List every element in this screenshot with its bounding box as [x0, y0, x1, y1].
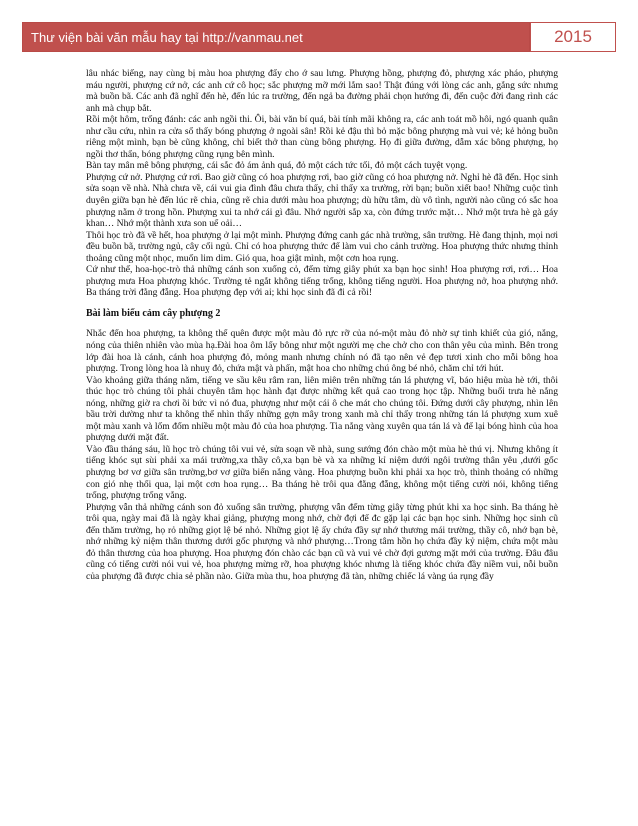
paragraph: Phượng cứ nở. Phượng cứ rơi. Bao giờ cũng có hoa phượng rơi, bao giờ cũng có hoa phượng nở. Nghỉ hè đã đến. Học sinh sửa soạn về nhà. Nhà chưa về, cái vui gia đình đâu chưa thấy, chỉ thấy xa trường, rời bạn; buồn xiết bao! Những cuộc tình duyên giữa bạn hè đến lúc rẽ chia, cũng rẽ chia dưới màu hoa phượng; dù hữu tâm, dù vô tình, người nào cũng có sắc hoa phượng nằm ở trong hồn. Phượng xui ta nhớ cái gì đâu. Nhớ người sắp xa, còn đứng trước mặt… Nhớ một trưa hè gà gáy khan… Nhớ một thành xưa son uể oải…	[86, 171, 559, 230]
header-site-text: Thư viện bài văn mẫu hay tại http://vanmau.net	[22, 22, 530, 52]
spacer	[86, 319, 558, 328]
section-heading: Bài làm biểu cảm cây phượng 2	[86, 307, 221, 319]
header-banner	[22, 22, 616, 52]
paragraph: Cứ như thế, hoa-học-trò thả những cánh son xuống cỏ, đếm từng giây phút xa bạn học sinh! Hoa phượng rơi, rơi… Hoa phượng mưa Hoa phượng khóc. Trường tẻ ngắt không tiếng trống, không tiếng người. Hoa phượng nở, hoa phượng nhớ. Ba tháng trời đằng đẵng. Hoa phượng đẹp với ai; khi học sinh đã đi cả rồi!	[86, 264, 558, 299]
paragraph: Thôi học trò đã về hết, hoa phượng ở lại một mình. Phượng đứng canh gác nhà trường, sân trường. Hè đang thịnh, mọi nơi đều buồn bã, trường ngủ, cây cối ngủ. Chỉ có hoa phượng thức để làm vui cho cảnh trường. Hoa phượng thức nhưng thỉnh thoảng cũng một nhọc, muốn lim dim. Gió qua, hoa giật mình, một cơn hoa rụng.	[86, 229, 558, 264]
header-year: 2015	[530, 22, 616, 52]
paragraph: Vào đầu tháng sáu, lũ học trò chúng tôi vui vẻ, sửa soạn về nhà, sung sướng đón chào một mùa hè thú vị. Nhưng không ít tiếng khóc sụt sùi phải xa mái trường,xa thầy cô,xa bạn bè và xa những kỉ niệm dưới ngôi trường thân yêu ,dưới gốc phượng bơ vơ giữa sân trường,bơ vơ giữa biển nắng vàng. Hoa phượng buồn khi phải xa học trò, thình thoảng có những con gió nhẹ thổi qua, lại một cơn hoa rụng… Ba tháng hè trôi qua đằng đẵng, không một tiếng cười nói, không tiếng trống, phượng trống vắng.	[86, 443, 558, 502]
paragraph: Vào khoảng giữa tháng năm, tiếng ve sầu kêu râm ran, liên miên trên những tán lá phượng vĩ, báo hiệu mùa hè tới, thôi thúc học trò chúng tôi phải chuyên tâm học hành đạt được những kết quả cao trong học tập. Những buổi trưa hè nắng nóng, những giờ ra chơi ồi bức vì nó đua, phượng như một cái ô che mát cho chúng tôi. Đứng dưới cây phượng, nhìn lên bầu trời dường như ta không thể nhìn thấy những gợn mây trong xanh mà chỉ thấy trong những tán lá phượng xum xuê một màu xanh và lốm đốm nhiều một màu đỏ của hoa phượng. Tia nắng vàng xuyên qua tán lá và để lại bóng hình của hoa phượng dưới mặt đất.	[86, 374, 558, 444]
spacer	[86, 299, 558, 308]
paragraph: Phượng vẫn thả những cánh son đỏ xuống sân trường, phượng vẫn đếm từng giây từng phút khi xa học sinh. Ba tháng hè trôi qua, ngày mai đã là ngày khai giảng, phượng mong nhớ, chờ đợi để đc gặp lại các bạn học sinh. Những học sinh cũ đến thăm trường, họ rỏ những giọt lệ bé nhỏ. Những giọt lệ ấy chứa đầy sự nhớ thương mái trường, thầy cô, nhớ bạn bè, nhớ những kỷ niệm thân thương dưới gốc phượng và nhớ phượng…Trong tâm hồn họ chứa đầy kỷ niệm, chứa một màu đỏ thân thương của hoa phượng. Hoa phượng đón chào các bạn cũ và vui vẻ chờ đợi gương mặt mới của trường. Đâu đâu cũng có tiếng cười nói vui vẻ, hoa phượng mừng rỡ, hoa phượng khóc nhưng là tiếng khóc chứa đầy niềm vui, nỗi buồn của phượng đã được chia sẻ phần nào. Giữa mùa thu, hoa phượng đã tàn, những chiếc lá vàng úa rụng đầy	[86, 501, 558, 582]
paragraph: Rồi một hôm, trống đánh: các anh ngồi thi. Ôi, bài văn bí quá, bài tính mãi không ra, các anh toát mồ hôi, ngó quanh quân như cầu cứu, nhìn ra cửa sổ thấy bóng phượng ở ngoài sân! Rồi kẻ đậu thì bỏ mặc bông phượng mà vui vẻ; kẻ hỏng buồn riêng một mình, bạn bè cũng không, chỉ biết thở than cùng bông phượng. Họ đi giữa đường, dẫm xác bông phượng, họ ngồi thơ thẩn, bóng phượng cũng rụng bên mình.	[86, 114, 558, 160]
paragraph: Nhắc đến hoa phượng, ta không thể quên được một màu đỏ rực rỡ của nó-một màu đỏ nhờ sự tinh khiết của gió, nắng, nóng của thiên nhiên vào mùa hạ.Đài hoa ôm lấy bông như một người mẹ che chở cho con thân yêu của mình. Bên trong lớp đài hoa là cánh, cánh hoa phượng đỏ, mỏng manh nhưng chính nó đã tạo nên vẻ đẹp tươi xinh cho mỗi bông hoa phượng. Trong lòng hoa là nhuỵ đỏ, chứa mật và phấn, mật hoa cho những chú ông bé nhỏ, chăm chỉ tới hút.	[86, 328, 558, 375]
paragraph: lâu nhác biếng, nay cùng bị màu hoa phượng đẩy cho ớ sau lưng. Phượng hồng, phượng đỏ, phượng xác pháo, phượng máu người, phượng cứ nở, các anh cứ cô học; sắc phượng mỡ mới lắm sao! Thật đúng với lòng các anh, gắng sức nhưng mà buồn bã. Các anh đã nghĩ đến hè, đến lúc ra trường, đến ngả ba đường phải chọn hướng đi, đến cuộc đời đang rình các anh mà chụp bắt.	[86, 68, 558, 114]
document-body	[86, 68, 558, 582]
paragraph: Bàn tay mân mê bông phượng, cái sắc đỏ ám ảnh quá, đỏ một cách tức tối, đỏ một cách tuyệt vọng.	[86, 160, 468, 172]
